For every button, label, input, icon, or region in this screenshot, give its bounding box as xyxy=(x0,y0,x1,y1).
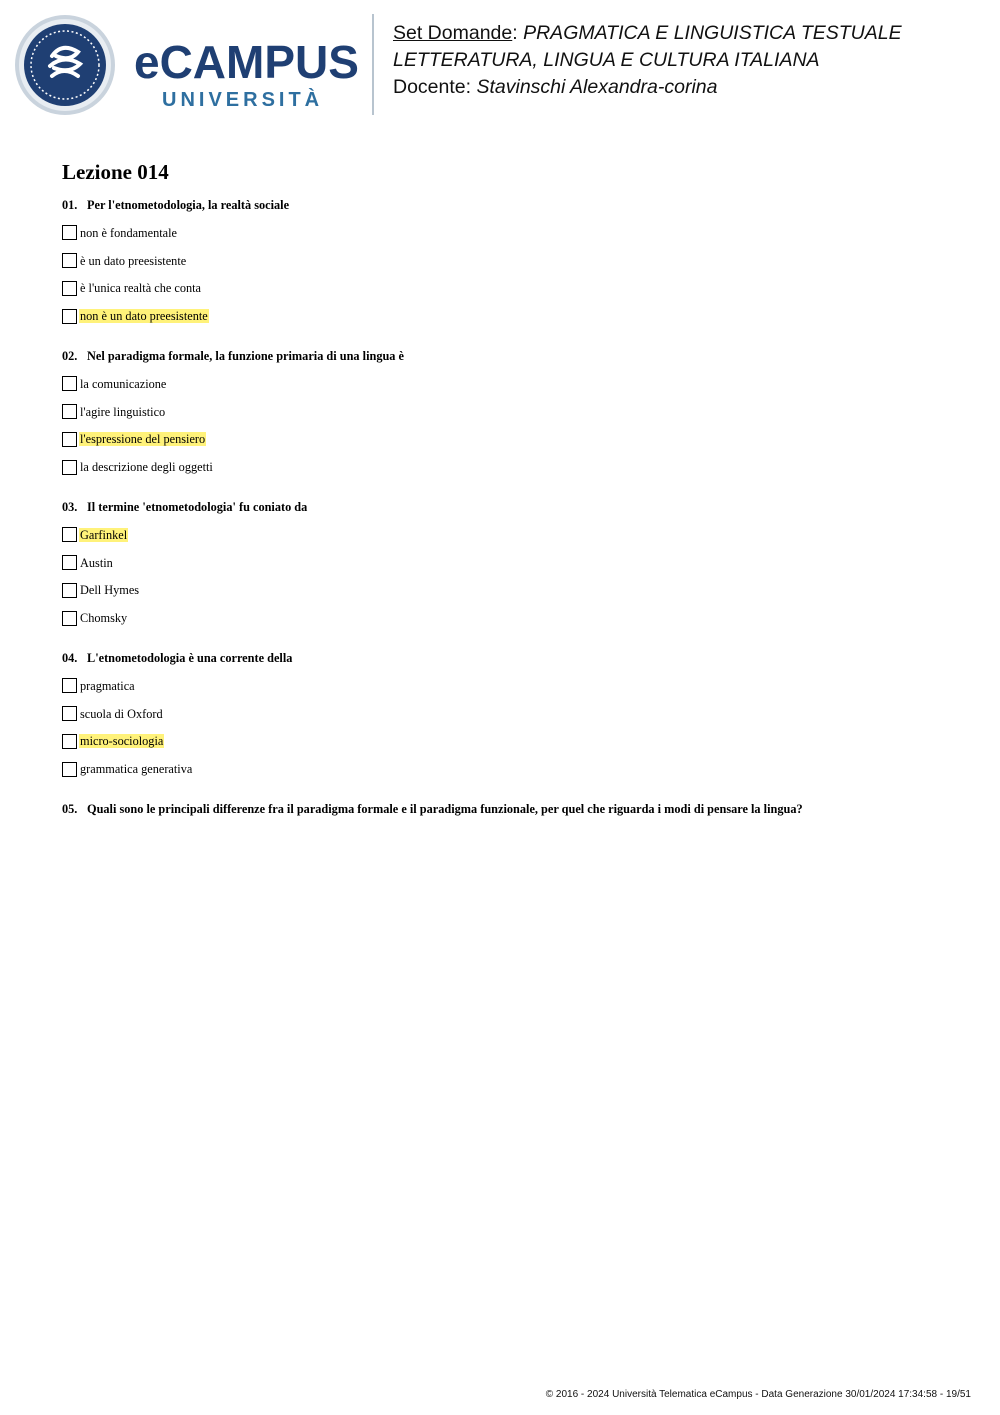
option-text: Dell Hymes xyxy=(80,583,140,598)
question-title xyxy=(62,499,962,515)
set-title-line1: PRAGMATICA E LINGUISTICA TESTUALE xyxy=(523,22,902,44)
answer-option[interactable] xyxy=(62,459,962,475)
option-text-highlighted: micro-sociologia xyxy=(80,734,164,749)
option-text: la comunicazione xyxy=(80,376,167,391)
checkbox[interactable] xyxy=(62,404,77,419)
answer-option[interactable] xyxy=(62,761,962,777)
set-subtitle-line xyxy=(393,47,993,74)
question-number: 01. xyxy=(62,198,78,212)
option-text-highlighted: non è un dato preesistente xyxy=(80,309,208,324)
question-number: 03. xyxy=(62,500,78,514)
option-text: Austin xyxy=(80,555,113,570)
option-text: scuola di Oxford xyxy=(80,706,163,721)
answer-option[interactable] xyxy=(62,404,962,420)
question-block xyxy=(62,197,962,324)
option-text: è l'unica realtà che conta xyxy=(80,281,202,296)
set-label: Set Domande xyxy=(393,22,513,44)
answer-option[interactable] xyxy=(62,253,962,269)
checkbox[interactable] xyxy=(62,734,77,749)
docente-label: Docente xyxy=(393,76,466,98)
answer-option[interactable] xyxy=(62,527,962,543)
checkbox[interactable] xyxy=(62,678,77,693)
question-title xyxy=(62,348,962,364)
answer-option[interactable] xyxy=(62,733,962,749)
question-block xyxy=(62,801,962,817)
question-number: 02. xyxy=(62,349,78,363)
checkbox[interactable] xyxy=(62,527,77,542)
option-text: grammatica generativa xyxy=(80,762,193,777)
option-text: è un dato preesistente xyxy=(80,253,187,268)
set-info xyxy=(393,20,993,101)
header-divider xyxy=(372,14,374,115)
answer-option[interactable] xyxy=(62,706,962,722)
question-title xyxy=(62,197,962,213)
question-number: 04. xyxy=(62,651,78,665)
answer-option[interactable] xyxy=(62,225,962,241)
answer-option[interactable] xyxy=(62,555,962,571)
ecampus-logo-image xyxy=(14,14,359,116)
question-text: Quali sono le principali differenze fra il paradigma formale e il paradigma funzionale, per quel che riguarda i modi di pensare la lingua? xyxy=(87,802,803,816)
question-title xyxy=(62,650,962,666)
answer-option[interactable] xyxy=(62,308,962,324)
option-text-highlighted: l'espressione del pensiero xyxy=(80,432,206,447)
question-text: Per l'etnometodologia, la realtà sociale xyxy=(87,198,290,212)
checkbox[interactable] xyxy=(62,281,77,296)
page-header xyxy=(0,0,1000,130)
checkbox[interactable] xyxy=(62,583,77,598)
checkbox[interactable] xyxy=(62,376,77,391)
answer-option[interactable] xyxy=(62,678,962,694)
checkbox[interactable] xyxy=(62,762,77,777)
svg-text:UNIVERSITÀ: UNIVERSITÀ xyxy=(162,89,324,111)
checkbox[interactable] xyxy=(62,555,77,570)
option-text: la descrizione degli oggetti xyxy=(80,460,213,475)
question-text: L'etnometodologia è una corrente della xyxy=(87,651,293,665)
question-number: 05. xyxy=(62,802,78,816)
question-text: Nel paradigma formale, la funzione primaria di una lingua è xyxy=(87,349,404,363)
checkbox[interactable] xyxy=(62,706,77,721)
answer-option[interactable] xyxy=(62,610,962,626)
answer-option[interactable] xyxy=(62,376,962,392)
question-block xyxy=(62,499,962,626)
answer-option[interactable] xyxy=(62,582,962,598)
answer-option[interactable] xyxy=(62,280,962,296)
checkbox[interactable] xyxy=(62,611,77,626)
set-title-line2: LETTERATURA, LINGUA E CULTURA ITALIANA xyxy=(393,49,820,71)
answer-option[interactable] xyxy=(62,431,962,447)
docente-line: Docente: Stavinschi Alexandra-corina xyxy=(393,76,718,98)
set-title-line: Set Domande: PRAGMATICA E LINGUISTICA TESTUALE xyxy=(393,22,902,44)
lesson-title: Lezione 014 xyxy=(62,160,169,184)
ecampus-logo xyxy=(14,14,359,116)
option-text-highlighted: Garfinkel xyxy=(80,527,128,542)
checkbox[interactable] xyxy=(62,460,77,475)
question-block xyxy=(62,348,962,475)
question-block xyxy=(62,650,962,777)
question-text: Il termine 'etnometodologia' fu coniato da xyxy=(87,500,308,514)
docente-name: Stavinschi Alexandra-corina xyxy=(476,76,718,98)
option-text: l'agire linguistico xyxy=(80,404,166,419)
checkbox[interactable] xyxy=(62,225,77,240)
svg-text:eCAMPUS: eCAMPUS xyxy=(134,36,359,88)
option-text: pragmatica xyxy=(80,678,135,693)
checkbox[interactable] xyxy=(62,253,77,268)
option-text: Chomsky xyxy=(80,611,128,626)
option-text: non è fondamentale xyxy=(80,225,177,240)
checkbox[interactable] xyxy=(62,432,77,447)
page-footer: © 2016 - 2024 Università Telematica eCampus - Data Generazione 30/01/2024 17:34:58 - 19/51 xyxy=(545,1389,971,1400)
checkbox[interactable] xyxy=(62,309,77,324)
question-title xyxy=(62,801,962,817)
